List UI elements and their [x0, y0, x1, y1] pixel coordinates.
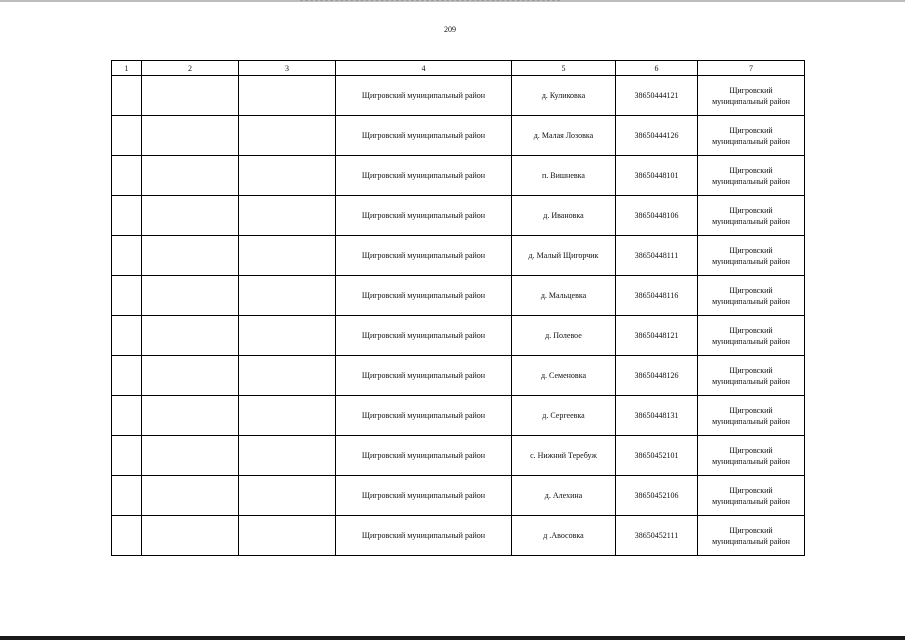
table-row [112, 76, 805, 116]
column-header-1: 1 [112, 61, 142, 76]
cell-oktmo-code: 38650452106 [616, 476, 698, 516]
table-row [112, 196, 805, 236]
cell-settlement: д. Сергеевка [512, 396, 616, 436]
column-header-3: 3 [239, 61, 336, 76]
cell-municipality-district [698, 356, 805, 396]
cell-municipality: Щигровский муниципальный район [336, 396, 512, 436]
column-header-5: 5 [512, 61, 616, 76]
table-row [112, 356, 805, 396]
table-row [112, 516, 805, 556]
cell-settlement: д .Авосовка [512, 516, 616, 556]
scan-top-artifact [300, 0, 560, 2]
cell-oktmo-code: 38650448126 [616, 356, 698, 396]
cell-municipality: Щигровский муниципальный район [336, 196, 512, 236]
cell-settlement: д. Семеновка [512, 356, 616, 396]
cell-text: Щигровский муниципальный район [712, 325, 790, 346]
cell-oktmo-code: 38650448131 [616, 396, 698, 436]
column-header-2: 2 [142, 61, 239, 76]
cell-col-3 [239, 76, 336, 116]
column-header-7: 7 [698, 61, 805, 76]
cell-settlement: д. Малая Лозовка [512, 116, 616, 156]
cell-col-3 [239, 156, 336, 196]
cell-col-2 [142, 116, 239, 156]
cell-settlement: д. Куликовка [512, 76, 616, 116]
cell-municipality: Щигровский муниципальный район [336, 156, 512, 196]
cell-col-2 [142, 476, 239, 516]
cell-col-3 [239, 356, 336, 396]
cell-settlement: д. Алехина [512, 476, 616, 516]
cell-municipality-district [698, 76, 805, 116]
cell-municipality-district [698, 396, 805, 436]
cell-municipality: Щигровский муниципальный район [336, 436, 512, 476]
cell-col-3 [239, 516, 336, 556]
cell-text: Щигровский муниципальный район [712, 405, 790, 426]
table-row [112, 316, 805, 356]
cell-text: Щигровский муниципальный район [712, 445, 790, 466]
cell-number [112, 276, 142, 316]
cell-oktmo-code: 38650452111 [616, 516, 698, 556]
cell-municipality-district [698, 156, 805, 196]
cell-col-2 [142, 236, 239, 276]
cell-col-2 [142, 436, 239, 476]
cell-col-3 [239, 196, 336, 236]
cell-text: Щигровский муниципальный район [712, 165, 790, 186]
cell-municipality-district [698, 476, 805, 516]
cell-oktmo-code: 38650444121 [616, 76, 698, 116]
cell-municipality: Щигровский муниципальный район [336, 236, 512, 276]
cell-number [112, 156, 142, 196]
cell-oktmo-code: 38650444126 [616, 116, 698, 156]
settlements-table [111, 60, 805, 556]
cell-municipality-district [698, 276, 805, 316]
cell-municipality: Щигровский муниципальный район [336, 356, 512, 396]
cell-settlement: д. Малый Щигорчик [512, 236, 616, 276]
table-header-row [112, 61, 805, 76]
table-row [112, 276, 805, 316]
cell-number [112, 316, 142, 356]
cell-text: Щигровский муниципальный район [712, 485, 790, 506]
cell-municipality-district [698, 236, 805, 276]
cell-number [112, 196, 142, 236]
cell-municipality-district [698, 436, 805, 476]
table-row [112, 436, 805, 476]
cell-number [112, 116, 142, 156]
cell-number [112, 396, 142, 436]
cell-text: Щигровский муниципальный район [712, 125, 790, 146]
cell-col-2 [142, 196, 239, 236]
cell-col-3 [239, 396, 336, 436]
cell-municipality: Щигровский муниципальный район [336, 276, 512, 316]
cell-municipality: Щигровский муниципальный район [336, 316, 512, 356]
cell-number [112, 76, 142, 116]
cell-municipality-district [698, 196, 805, 236]
cell-settlement: с. Нижний Теребуж [512, 436, 616, 476]
column-header-4: 4 [336, 61, 512, 76]
cell-oktmo-code: 38650452101 [616, 436, 698, 476]
cell-municipality: Щигровский муниципальный район [336, 116, 512, 156]
column-header-6: 6 [616, 61, 698, 76]
cell-text: Щигровский муниципальный район [712, 285, 790, 306]
cell-oktmo-code: 38650448121 [616, 316, 698, 356]
cell-col-2 [142, 316, 239, 356]
cell-col-2 [142, 516, 239, 556]
page-number: 209 [444, 25, 456, 34]
cell-number [112, 476, 142, 516]
cell-col-2 [142, 276, 239, 316]
cell-municipality-district [698, 116, 805, 156]
table-row [112, 236, 805, 276]
cell-col-3 [239, 116, 336, 156]
cell-municipality: Щигровский муниципальный район [336, 516, 512, 556]
cell-text: Щигровский муниципальный район [712, 245, 790, 266]
cell-col-3 [239, 476, 336, 516]
cell-number [112, 436, 142, 476]
cell-municipality-district [698, 316, 805, 356]
cell-oktmo-code: 38650448101 [616, 156, 698, 196]
cell-oktmo-code: 38650448106 [616, 196, 698, 236]
cell-col-3 [239, 236, 336, 276]
cell-settlement: д. Ивановка [512, 196, 616, 236]
table-row [112, 476, 805, 516]
cell-number [112, 516, 142, 556]
cell-col-2 [142, 76, 239, 116]
cell-text: Щигровский муниципальный район [712, 365, 790, 386]
cell-municipality: Щигровский муниципальный район [336, 76, 512, 116]
cell-municipality-district [698, 516, 805, 556]
scan-bottom-edge [0, 636, 905, 640]
cell-settlement: п. Вишневка [512, 156, 616, 196]
cell-col-3 [239, 276, 336, 316]
cell-oktmo-code: 38650448116 [616, 276, 698, 316]
cell-col-2 [142, 156, 239, 196]
cell-col-3 [239, 316, 336, 356]
cell-col-2 [142, 396, 239, 436]
cell-col-3 [239, 436, 336, 476]
cell-settlement: д. Полевое [512, 316, 616, 356]
cell-text: Щигровский муниципальный район [712, 85, 790, 106]
cell-number [112, 236, 142, 276]
cell-settlement: д. Мальцевка [512, 276, 616, 316]
cell-col-2 [142, 356, 239, 396]
cell-text: Щигровский муниципальный район [712, 525, 790, 546]
cell-text: Щигровский муниципальный район [712, 205, 790, 226]
cell-oktmo-code: 38650448111 [616, 236, 698, 276]
cell-number [112, 356, 142, 396]
table-row [112, 396, 805, 436]
table-body [112, 76, 805, 556]
table-row [112, 156, 805, 196]
table-row [112, 116, 805, 156]
cell-municipality: Щигровский муниципальный район [336, 476, 512, 516]
